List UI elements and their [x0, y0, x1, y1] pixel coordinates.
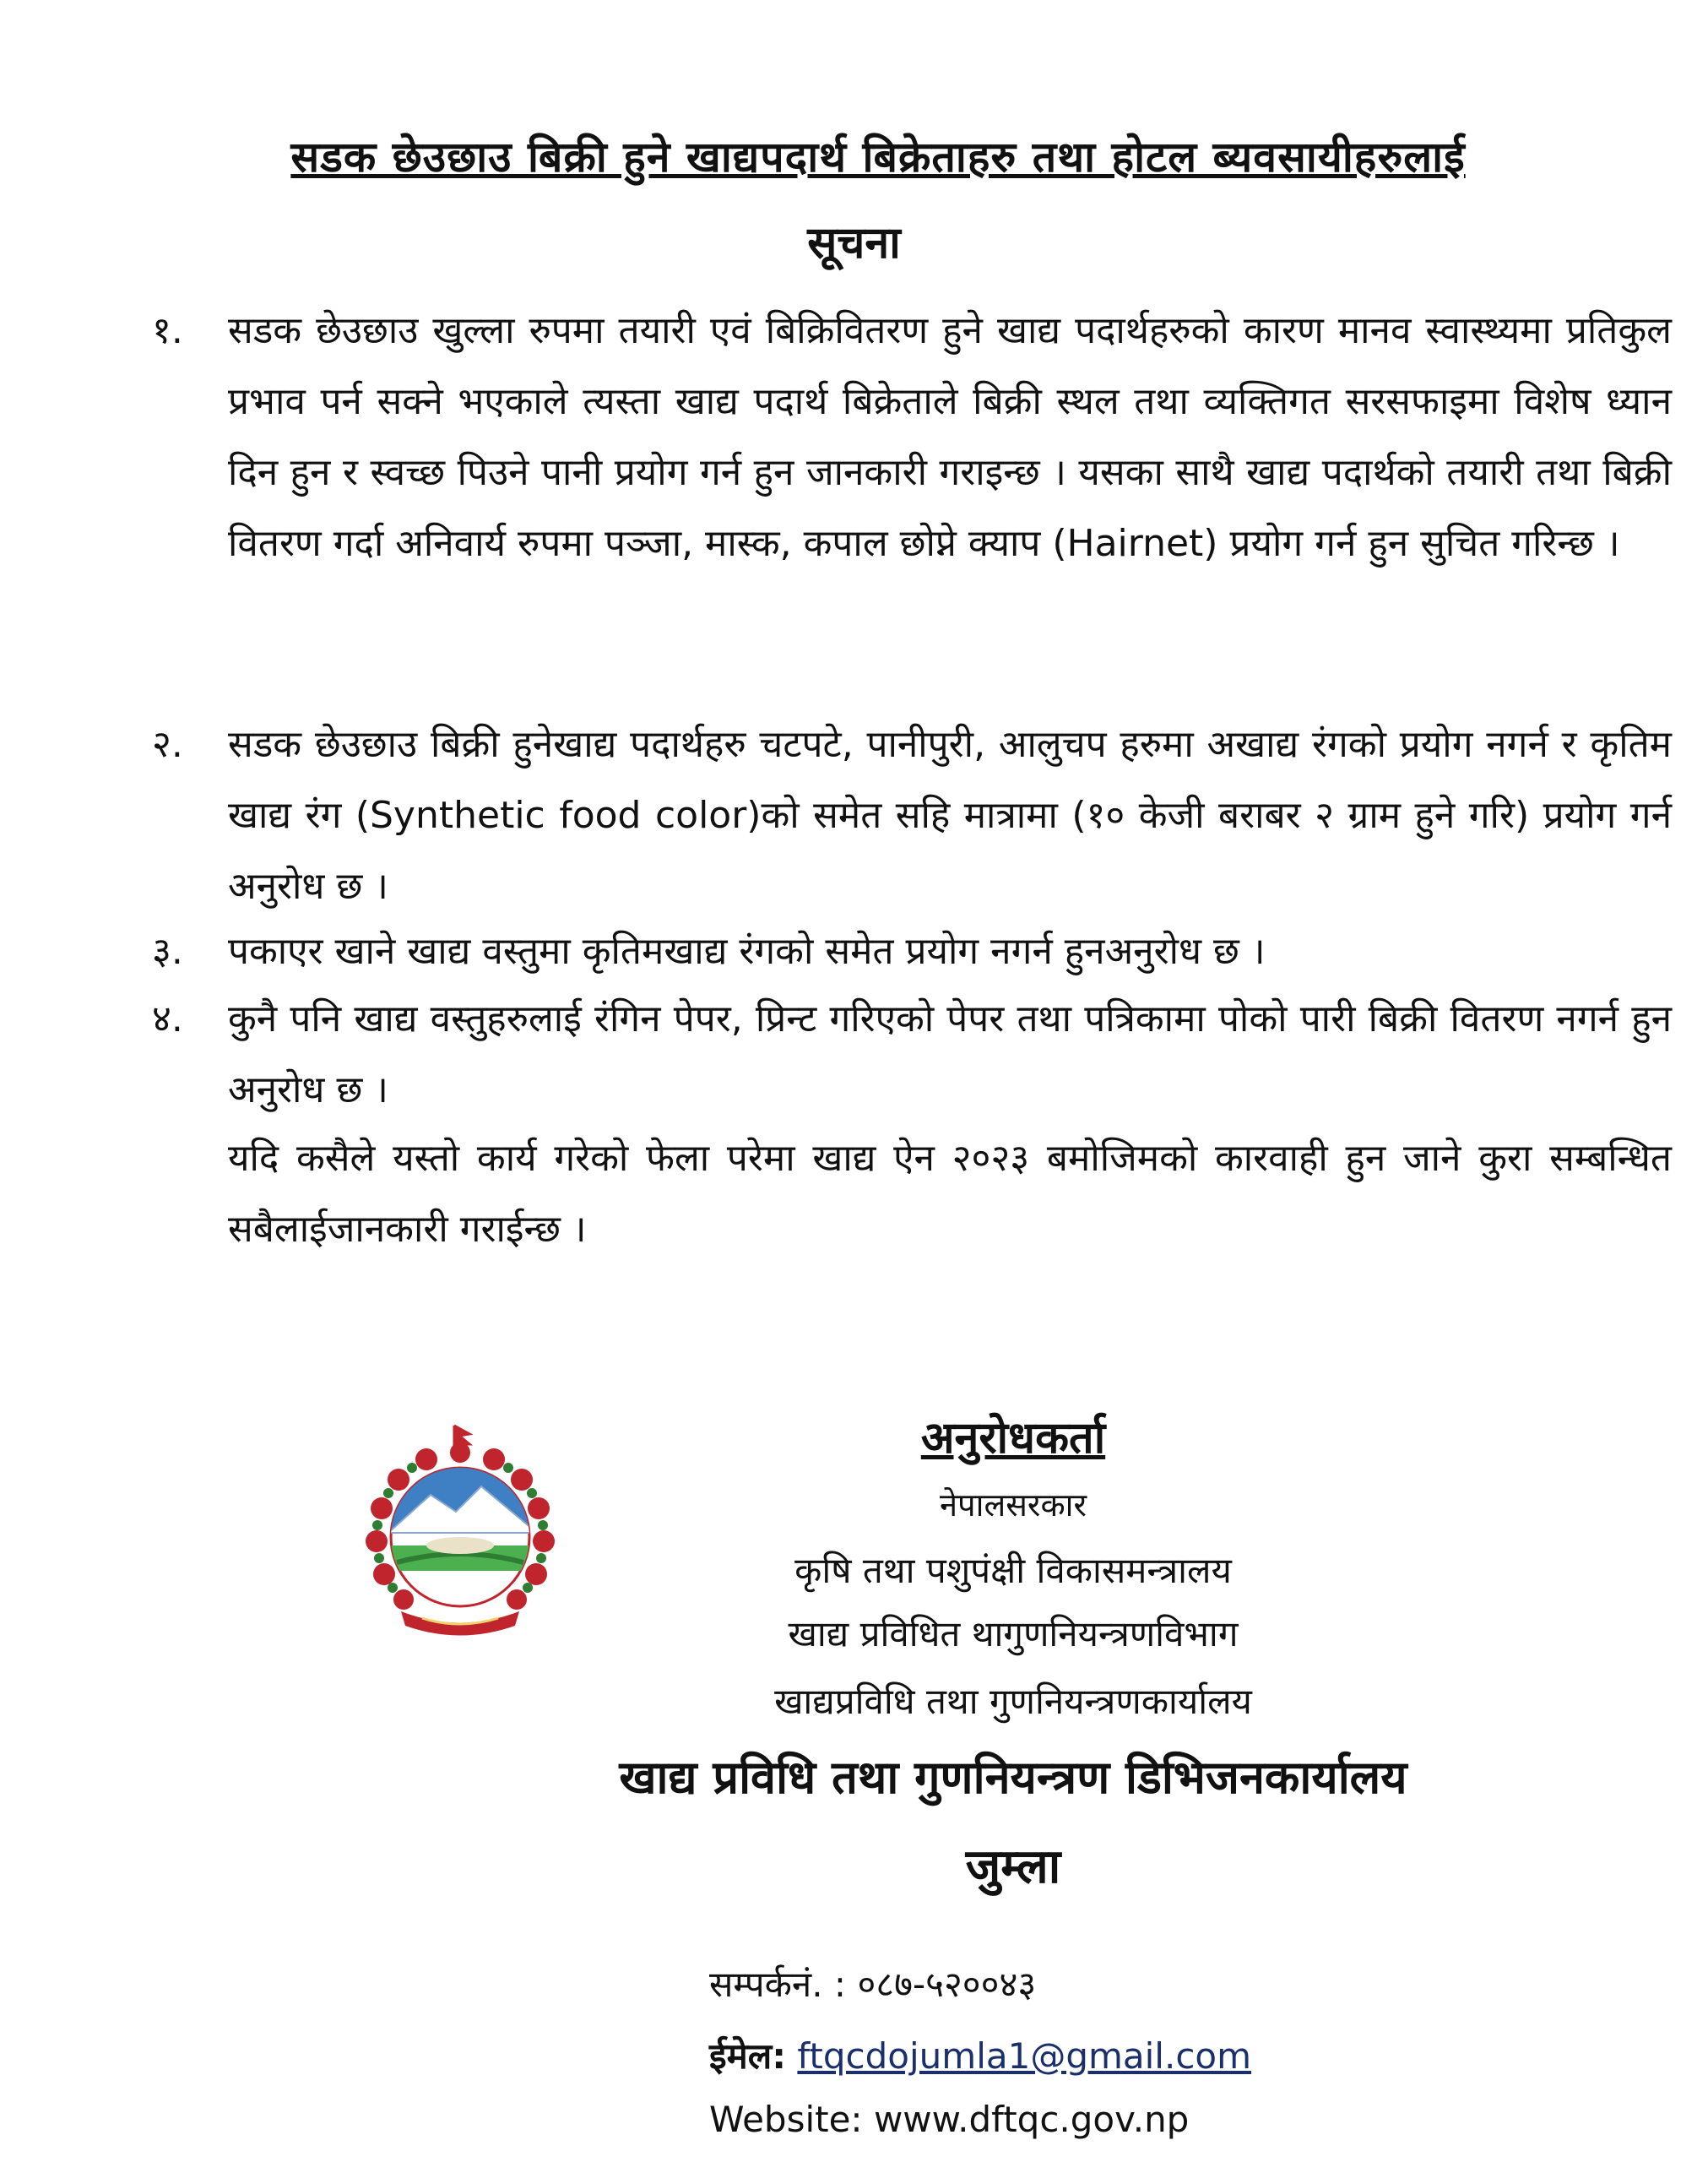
email-label: ईमेल: — [709, 2035, 787, 2077]
notice-heading: सडक छेउछाउ बिक्री हुने खाद्यपदार्थ बिक्रेताहरु तथा होटल ब्यवसायीहरुलाई — [290, 133, 1466, 182]
item-text: कुनै पनि खाद्य वस्तुहरुलाई रंगिन पेपर, प्रिन्ट गरिएको पेपर तथा पत्रिकामा पोको पारी बिक्री वितरण नगर्न हुन अनुरोध छ । — [228, 997, 1672, 1111]
signatory-office: खाद्यप्रविधि तथा गुणनियन्त्रणकार्यालय — [774, 1681, 1252, 1722]
notice-item-3 — [152, 916, 1672, 987]
contact-website — [709, 2099, 1189, 2140]
item-number: १. — [152, 309, 183, 352]
email-link[interactable]: ftqcdojumla1@gmail.com — [797, 2035, 1252, 2077]
phone-value: ०८७-५२००४३ — [857, 1964, 1037, 2005]
contact-email — [709, 2031, 1251, 2079]
contact-phone — [709, 1959, 1036, 2007]
signatory-division-office: खाद्य प्रविधि तथा गुणनियन्त्रण डिभिजनकार्यालय — [619, 1751, 1407, 1804]
item-text: सडक छेउछाउ बिक्री हुनेखाद्य पदार्थहरु चटपटे, पानीपुरी, आलुचप हरुमा अखाद्य रंगको प्रयोग नगर्न र कृतिम खाद्य रंग (Synthetic food color)को समेत सहि मात्रामा (१० केजी बराबर २ ग्राम हुने गरि) प्रयोग गर्न अनुरोध छ । — [228, 723, 1672, 908]
notice-item-4 — [152, 984, 1672, 1126]
signatory-department: खाद्य प्रविधित थागुणनियन्त्रणविभाग — [788, 1613, 1239, 1654]
signatory-ministry: कृषि तथा पशुपंक्षी विकासमन्त्रालय — [794, 1550, 1232, 1591]
item-text: पकाएर खाने खाद्य वस्तुमा कृतिमखाद्य रंगको समेत प्रयोग नगर्न हुनअनुरोध छ । — [228, 930, 1266, 973]
item-number: ३. — [152, 930, 183, 973]
website-label: Website: — [709, 2099, 863, 2140]
notice-item-2 — [152, 709, 1672, 922]
phone-label: सम्पर्कनं. : — [709, 1964, 847, 2005]
notice-warning-note: यदि कसैले यस्तो कार्य गरेको फेला परेमा खाद्य ऐन २०२३ बमोजिमको कारवाही हुन जाने कुरा सम्बन्धित सबैलाईजानकारी गराईन्छ । — [228, 1137, 1672, 1251]
item-text: सडक छेउछाउ खुल्ला रुपमा तयारी एवं बिक्रिवितरण हुने खाद्य पदार्थहरुको कारण मानव स्वास्थ्यमा प्रतिकुल प्रभाव पर्न सक्ने भएकाले त्यस्ता खाद्य पदार्थ बिक्रेताले बिक्री स्थल तथा व्यक्तिगत सरसफाइमा विशेष ध्यान दिन हुन र स्वच्छ पिउने पानी प्रयोग गर्न हुन जानकारी गराइन्छ । यसका साथै खाद्य पदार्थको तयारी तथा बिक्री वितरण गर्दा अनिवार्य रुपमा पञ्जा, मास्क, कपाल छोप्ने क्याप (Hairnet) प्रयोग गर्न हुन सुचित गरिन्छ । — [228, 309, 1672, 565]
signatory-title: अनुरोधकर्ता — [920, 1413, 1106, 1464]
notice-item-1 — [152, 296, 1672, 579]
signatory-place: जुम्ला — [965, 1839, 1061, 1894]
item-number: २. — [152, 723, 183, 766]
signatory-government: नेपालसरकार — [939, 1486, 1087, 1524]
notice-subheading: सूचना — [807, 218, 901, 269]
website-link[interactable]: www.dftqc.gov.np — [873, 2099, 1190, 2140]
item-number: ४. — [152, 997, 183, 1040]
